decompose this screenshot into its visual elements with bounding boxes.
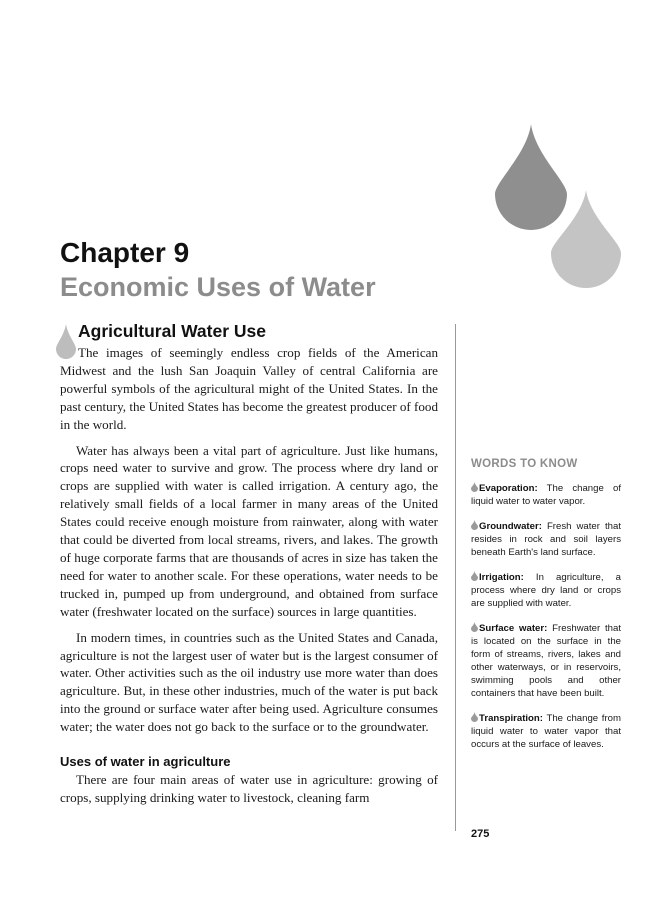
glossary-definition: Freshwater that is located on the surface in the form of streams, rivers, lakes and other waterways, or in reservoirs, swimming pools and other containers that have been built.: [471, 623, 622, 699]
glossary-entry: [471, 712, 621, 751]
body-paragraph-4: There are four main areas of water use in agriculture: growing of crops, supplying drinking water to livestock, cleaning farm: [60, 772, 438, 805]
bullet-drop-icon: [471, 482, 478, 492]
body-paragraph-3: In modern times, in countries such as the United States and Canada, agriculture is not the largest user of water but is the largest consumer of water. Other activities such as the oil industry use more water than does agriculture. But, in these other industries, much of the water is put back into the ground or surface water after being used. Agriculture consumes water; the water does not go back to the surface or to the groundwater.: [60, 629, 438, 735]
glossary-definition: In agriculture, a process where dry land or crops are supplied with water.: [471, 572, 621, 609]
glossary-term: Irrigation:: [479, 572, 524, 583]
chapter-title: Economic Uses of Water: [60, 272, 376, 302]
bullet-drop-icon: [471, 520, 478, 530]
bullet-drop-icon: [471, 571, 478, 581]
words-to-know-sidebar: [471, 455, 621, 763]
section-drop-icon: [56, 324, 76, 360]
glossary-definition: The change of liquid water to water vapor.: [471, 483, 621, 507]
section-heading: Agricultural Water Use: [78, 321, 267, 341]
bullet-drop-icon: [471, 622, 478, 632]
small-water-drop-icon: [551, 190, 621, 288]
subsection-heading: Uses of water in agriculture: [60, 754, 231, 770]
glossary-entry: [471, 622, 621, 700]
body-paragraph-1: The images of seemingly endless crop fields of the American Midwest and the lush San Joaquin Valley of central California are powerful symbols of the agricultural might of the United States. In the past century, the United States has become the greatest producer of food in the world.: [60, 345, 439, 432]
glossary-definition: Fresh water that resides in rock and soil layers beneath Earth's land surface.: [471, 521, 621, 558]
main-column: [60, 320, 438, 815]
glossary-term: Surface water:: [479, 623, 548, 634]
body-paragraph-2: Water has always been a vital part of agriculture. Just like humans, crops need water to survive and grow. The process where dry land or crops are supplied with water is called irrigation. A century ago, the relatively small fields of a local farmer in many areas of the United States could receive enough moisture from rainwater, along with water that could be diverted from local streams, rivers, and lakes. The growth of huge corporate farms that are thousands of acres in size has taken the need for water to another scale. For these operations, water needs to be trucked in, pumped up from underground, and obtained from surface water (freshwater located on the surface) sources in large quantities.: [60, 442, 438, 619]
glossary-term: Evaporation:: [479, 483, 538, 494]
page-number: 275: [471, 828, 490, 840]
glossary-entry: [471, 520, 621, 559]
glossary-definition: The change from liquid water to water vapor that occurs at the surface of leaves.: [471, 713, 621, 750]
sidebar-title: WORDS TO KNOW: [471, 458, 578, 470]
chapter-number: Chapter 9: [60, 237, 190, 268]
glossary-entry: [471, 571, 621, 610]
glossary-entry: [471, 482, 621, 508]
bullet-drop-icon: [471, 712, 478, 722]
column-divider: [455, 324, 456, 831]
glossary-term: Groundwater:: [479, 521, 542, 532]
glossary-term: Transpiration:: [479, 713, 543, 724]
